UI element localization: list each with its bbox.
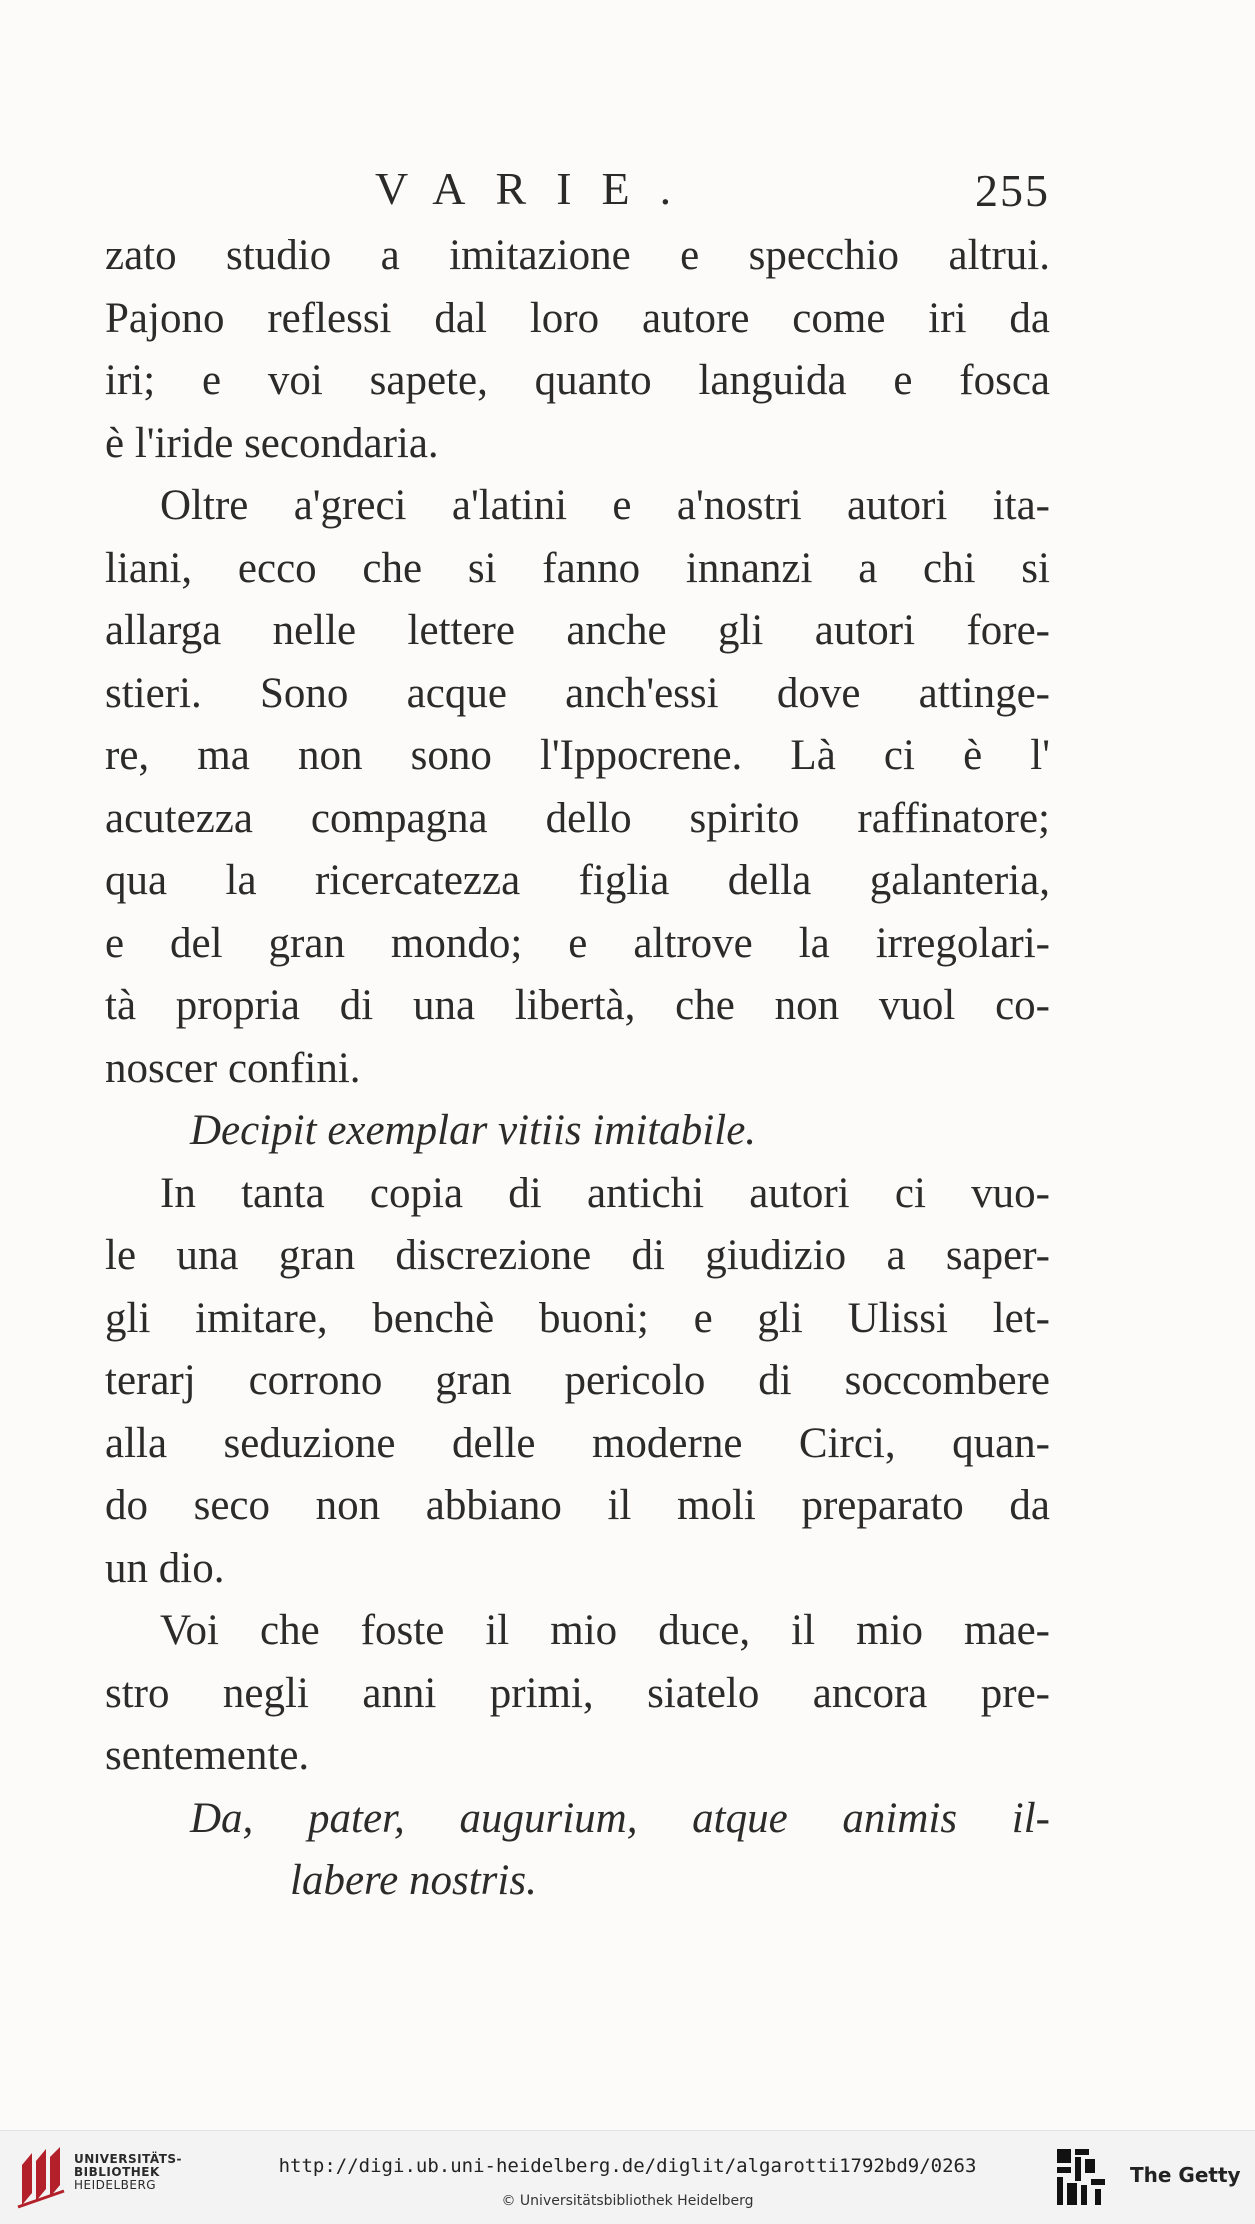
text-line: noscer confini. <box>105 1044 361 1092</box>
text-line: do seco non abbiano il moli preparato da <box>105 1482 1050 1529</box>
text-line: Oltre a'greci a'latini e a'nostri autori ita- <box>160 482 1050 529</box>
copyright-notice: © Universitätsbibliothek Heidelberg <box>501 2193 754 2209</box>
page-body-text <box>105 225 1050 1913</box>
text-line: Voi che foste il mio duce, il mio mae- <box>160 1607 1050 1654</box>
text-line: le una gran discrezione di giudizio a saper- <box>105 1232 1050 1279</box>
page-number: 255 <box>975 165 1050 216</box>
running-header <box>105 160 1050 220</box>
text-line: acutezza compagna dello spirito raffinatore; <box>105 794 1050 842</box>
text-line: allarga nelle lettere anche gli autori fore- <box>105 607 1050 654</box>
text-line: terarj corrono gran pericolo di soccombere <box>105 1357 1050 1404</box>
permalink-url[interactable]: http://digi.ub.uni-heidelberg.de/diglit/algarotti1792bd9/0263 <box>278 2155 977 2177</box>
text-line: qua la ricercatezza figlia della galanteria, <box>105 857 1050 904</box>
viewer-footer <box>0 2130 1255 2224</box>
library-name-line-3: HEIDELBERG <box>74 2178 157 2192</box>
library-name-line-1: UNIVERSITÄTS- <box>74 2152 183 2166</box>
text-line: tà propria di una libertà, che non vuol co- <box>105 982 1050 1029</box>
text-line: gli imitare, benchè buoni; e gli Ulissi let- <box>105 1294 1050 1342</box>
text-line: un dio. <box>105 1544 225 1592</box>
text-line: liani, ecco che si fanno innanzi a chi si <box>105 544 1050 592</box>
text-line: sentemente. <box>105 1732 310 1779</box>
text-line: labere nostris. <box>290 1857 537 1904</box>
getty-logo-icon <box>1055 2147 1109 2209</box>
text-line: iri; e voi sapete, quanto languida e fosca <box>105 357 1050 404</box>
text-line: Pajono reflessi dal loro autore come iri da <box>105 294 1050 342</box>
text-line: stieri. Sono acque anch'essi dove attinge- <box>105 669 1050 717</box>
running-title: VARIE. <box>375 163 702 214</box>
text-line: Da, pater, augurium, atque animis il- <box>190 1794 1050 1842</box>
text-line: alla seduzione delle moderne Circi, quan- <box>105 1419 1050 1467</box>
text-line: è l'iride secondaria. <box>105 419 439 467</box>
text-line: zato studio a imitazione e specchio altrui. <box>105 232 1050 279</box>
text-line: In tanta copia di antichi autori ci vuo- <box>160 1169 1050 1217</box>
getty-partner-name: The Getty <box>1130 2163 1241 2187</box>
library-name-line-2: BIBLIOTHEK <box>74 2165 160 2179</box>
text-line: Decipit exemplar vitiis imitabile. <box>190 1107 757 1154</box>
text-line: e del gran mondo; e altrove la irregolari- <box>105 919 1050 967</box>
text-line: stro negli anni primi, siatelo ancora pre- <box>105 1669 1050 1717</box>
text-line: re, ma non sono l'Ippocrene. Là ci è l' <box>105 732 1050 779</box>
